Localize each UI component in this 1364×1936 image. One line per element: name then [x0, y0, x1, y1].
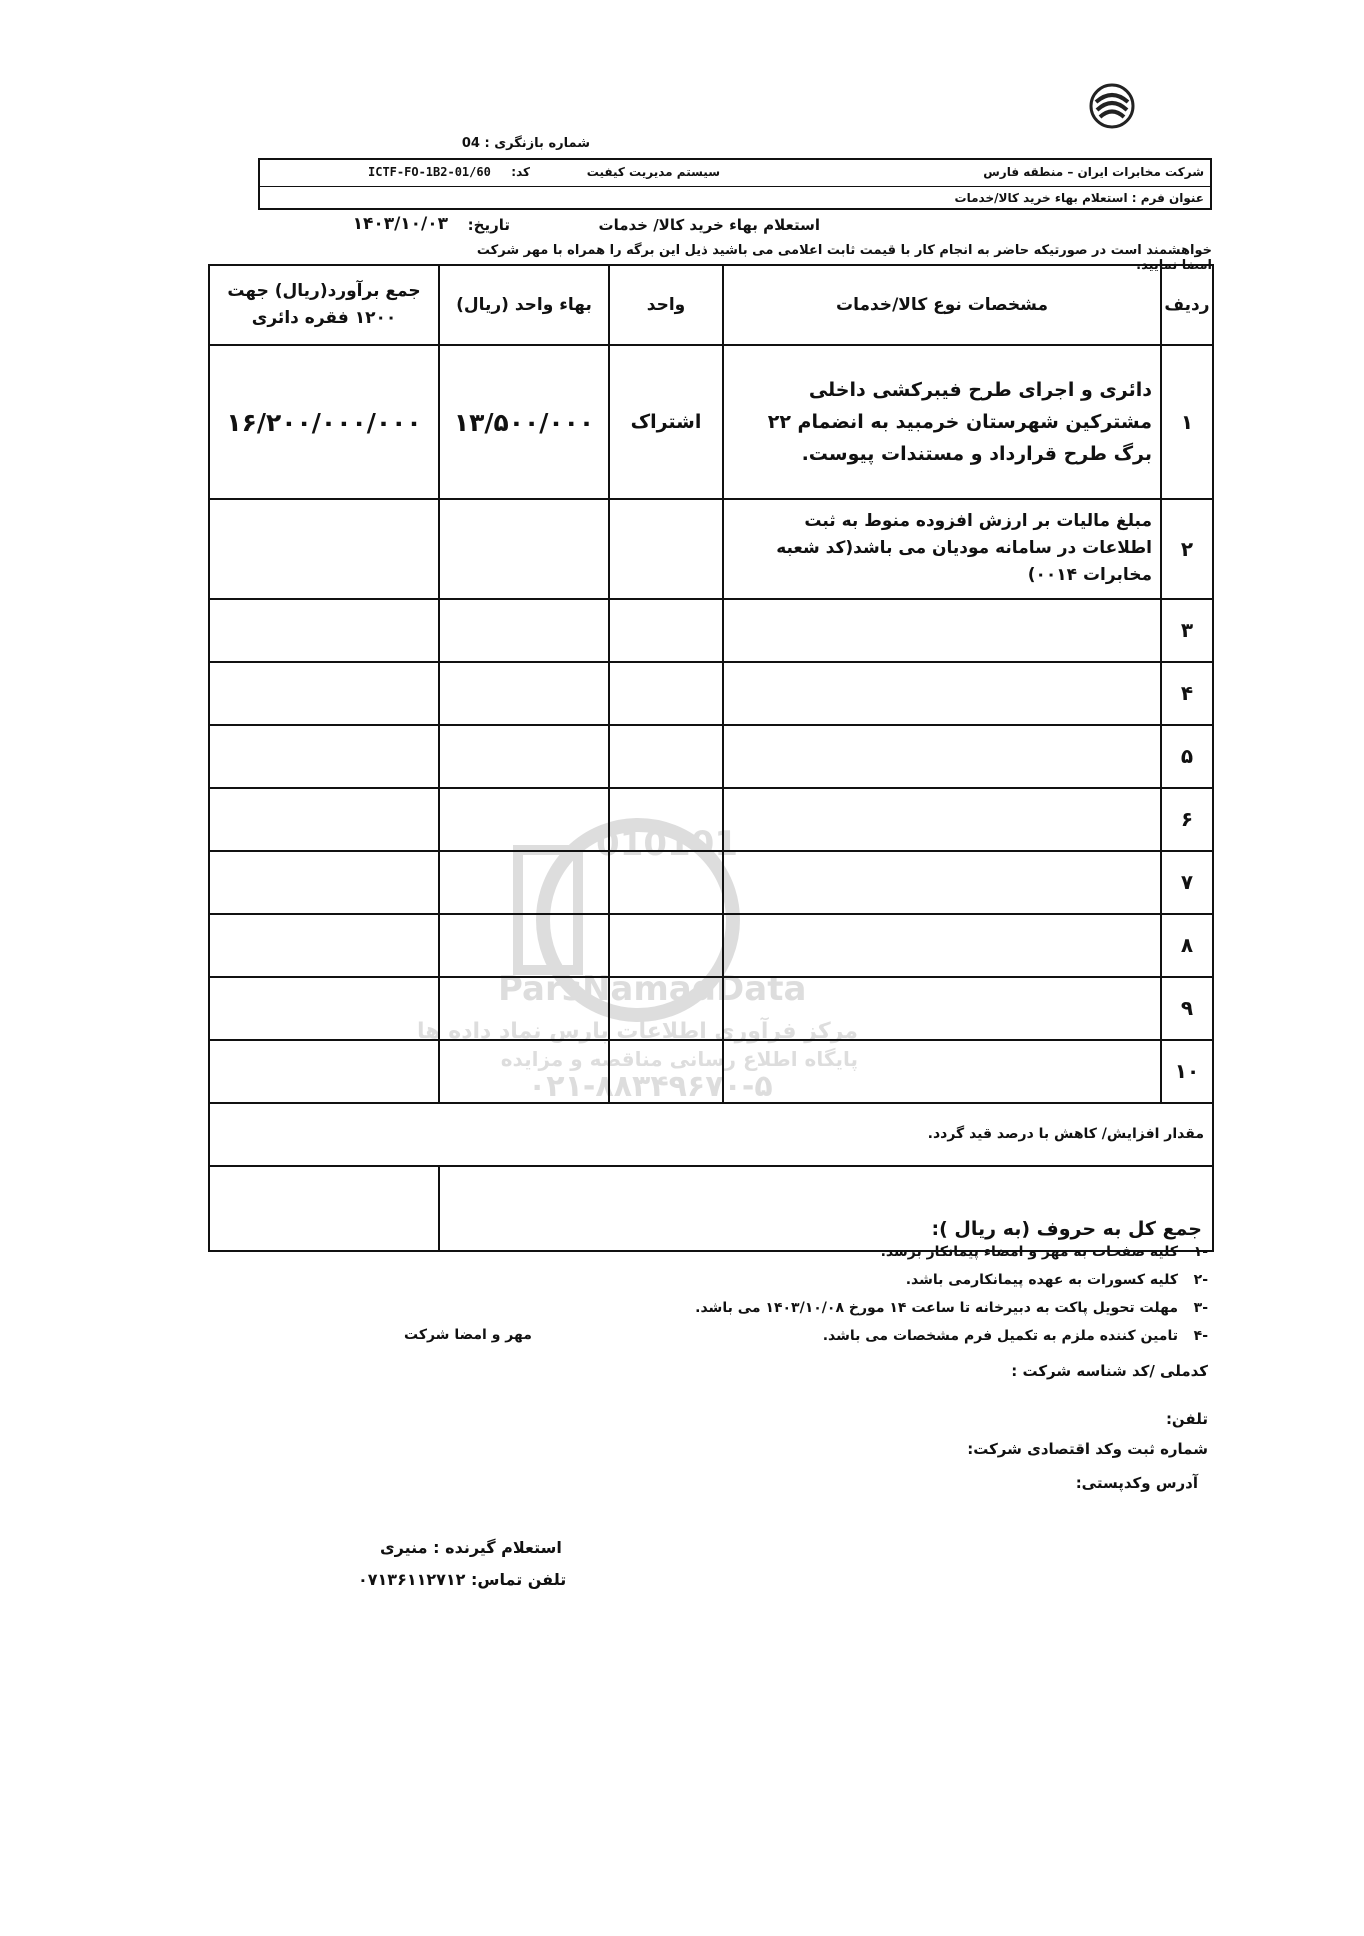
note-number: -۳: [1193, 1300, 1208, 1316]
row-unit: [609, 977, 723, 1040]
contact-phone: تلفن تماس: ۰۷۱۳۶۱۱۲۷۱۲: [358, 1570, 567, 1589]
table-row: [209, 914, 1213, 977]
row-index: ۳: [1161, 599, 1213, 662]
row-description: مبلغ مالیات بر ارزش افزوده منوط به ثبت اطلاعات در سامانه مودیان می باشد(کد شعبه مخابرات ۰۰۱۴): [723, 499, 1161, 599]
phone-field: تلفن:: [1165, 1410, 1208, 1428]
grand-total-label: جمع کل به حروف (به ریال ):: [439, 1166, 1213, 1251]
row-description: [723, 725, 1161, 788]
row-description: [723, 599, 1161, 662]
revision-number: شماره بازنگری : 04: [461, 136, 590, 151]
seal-label: مهر و امضا شرکت: [404, 1327, 532, 1343]
note-number: -۱: [1193, 1244, 1208, 1260]
company-logo-icon: [1088, 82, 1136, 130]
row-unit-price: [439, 662, 609, 725]
row-unit: [609, 914, 723, 977]
system-name: سیستم مدیریت کیفیت: [586, 165, 720, 179]
adjustment-text: مقدار افزایش/ کاهش با درصد قید گردد.: [209, 1103, 1213, 1166]
row-total: [209, 788, 439, 851]
header-unit-price: بهاء واحد (ریال): [439, 265, 609, 345]
table-header-row: [209, 265, 1213, 345]
row-unit: [609, 662, 723, 725]
row-total: [209, 914, 439, 977]
table-row: [209, 599, 1213, 662]
row-index: ۸: [1161, 914, 1213, 977]
header-description: مشخصات نوع کالا/خدمات: [723, 265, 1161, 345]
row-total: [209, 977, 439, 1040]
table-row: [209, 499, 1213, 599]
registration-field: شماره ثبت وکد اقتصادی شرکت:: [967, 1440, 1208, 1458]
table-row: [209, 788, 1213, 851]
header-unit: واحد: [609, 265, 723, 345]
row-total: ۱۶/۲۰۰/۰۰۰/۰۰۰: [209, 345, 439, 499]
row-description: دائری و اجرای طرح فیبرکشی داخلی مشترکین شهرستان خرمبید به انضمام ۲۲ برگ طرح قرارداد و مستندات پیوست.: [723, 345, 1161, 499]
row-unit-price: [439, 725, 609, 788]
watermark-brand: ParsNamadData: [498, 969, 807, 1009]
date-label: تاریخ:: [467, 216, 510, 234]
code-value: ICTF-FO-1B2-01/60: [368, 165, 491, 179]
list-item: [388, 1266, 1208, 1294]
header-total: جمع برآورد(ریال) جهت ۱۲۰۰ فقره دائری: [209, 265, 439, 345]
watermark-line2: پایگاه اطلاع رسانی مناقصه و مزایده: [500, 1047, 858, 1071]
inquiry-table: [208, 264, 1214, 1252]
row-description: [723, 662, 1161, 725]
row-description: [723, 788, 1161, 851]
note-text: کلیه کسورات به عهده پیمانکارمی باشد.: [905, 1272, 1178, 1288]
row-description: [723, 977, 1161, 1040]
inquiry-receiver: استعلام گیرنده : منیری: [380, 1538, 562, 1557]
row-unit: [609, 599, 723, 662]
row-total: [209, 1040, 439, 1103]
row-description: [723, 1040, 1161, 1103]
row-description: [723, 851, 1161, 914]
row-unit-price: [439, 499, 609, 599]
table-row: [209, 662, 1213, 725]
date-value: ۱۴۰۳/۱۰/۰۳: [352, 214, 448, 234]
header-index: ردیف: [1161, 265, 1213, 345]
row-index: ۱۰: [1161, 1040, 1213, 1103]
row-unit-price: [439, 851, 609, 914]
header-row: [260, 160, 1210, 187]
row-index: ۱: [1161, 345, 1213, 499]
company-name: شرکت مخابرات ایران – منطقه فارس: [983, 165, 1204, 179]
row-unit-price: ۱۳/۵۰۰/۰۰۰: [439, 345, 609, 499]
list-item: [388, 1294, 1208, 1322]
table-row: [209, 725, 1213, 788]
table-row: [209, 851, 1213, 914]
row-unit-price: [439, 914, 609, 977]
row-total: [209, 599, 439, 662]
row-unit: [609, 1040, 723, 1103]
row-index: ۵: [1161, 725, 1213, 788]
note-text: مهلت تحویل پاکت به دبیرخانه تا ساعت ۱۴ مورخ ۱۴۰۳/۱۰/۰۸ می باشد.: [695, 1300, 1178, 1316]
note-number: -۴: [1193, 1328, 1208, 1344]
intro-text: خواهشمند است در صورتیکه حاضر به انجام کار با قیمت ثابت اعلامی می باشید ذیل این برگه را همراه با مهر شرکت امضا نمایید.: [476, 243, 1212, 273]
row-index: ۹: [1161, 977, 1213, 1040]
row-unit-price: [439, 599, 609, 662]
row-index: ۶: [1161, 788, 1213, 851]
watermark-line1: مرکز فرآوری اطلاعات پارس نماد داده ها: [417, 1019, 858, 1044]
adjustment-row: [209, 1103, 1213, 1166]
row-index: ۲: [1161, 499, 1213, 599]
row-total: [209, 725, 439, 788]
row-unit-price: [439, 788, 609, 851]
row-unit: [609, 851, 723, 914]
note-number: -۲: [1193, 1272, 1208, 1288]
list-item: [388, 1238, 1208, 1266]
form-header: [258, 158, 1212, 210]
row-unit: [609, 788, 723, 851]
row-unit: اشتراک: [609, 345, 723, 499]
row-total: [209, 499, 439, 599]
row-index: ۷: [1161, 851, 1213, 914]
note-text: تامین کننده ملزم به تکمیل فرم مشخصات می باشد.: [822, 1328, 1178, 1344]
code-label: کد:: [511, 165, 530, 179]
note-text: کلیه صفحات به مهر و امضاء پیمانکار برسد.: [880, 1244, 1178, 1260]
table-row: [209, 345, 1213, 499]
row-unit: [609, 725, 723, 788]
watermark-phone: ۰۲۱-۸۸۳۴۹۶۷۰-۵: [528, 1069, 773, 1104]
row-unit-price: [439, 1040, 609, 1103]
row-total: [209, 851, 439, 914]
row-index: ۴: [1161, 662, 1213, 725]
header-row: [260, 186, 1210, 210]
table-row: [209, 1040, 1213, 1103]
national-id-field: کدملی /کد شناسه شرکت :: [1011, 1362, 1208, 1380]
row-total: [209, 662, 439, 725]
address-field: آدرس وکدپستی:: [1075, 1474, 1198, 1492]
row-unit: [609, 499, 723, 599]
row-description: [723, 914, 1161, 977]
table-row: [209, 977, 1213, 1040]
form-title: عنوان فرم : استعلام بهاء خرید کالا/خدمات: [954, 191, 1204, 205]
row-unit-price: [439, 977, 609, 1040]
document-title: استعلام بهاء خرید کالا/ خدمات: [598, 216, 820, 234]
watermark-binary: 010101: [596, 824, 738, 864]
